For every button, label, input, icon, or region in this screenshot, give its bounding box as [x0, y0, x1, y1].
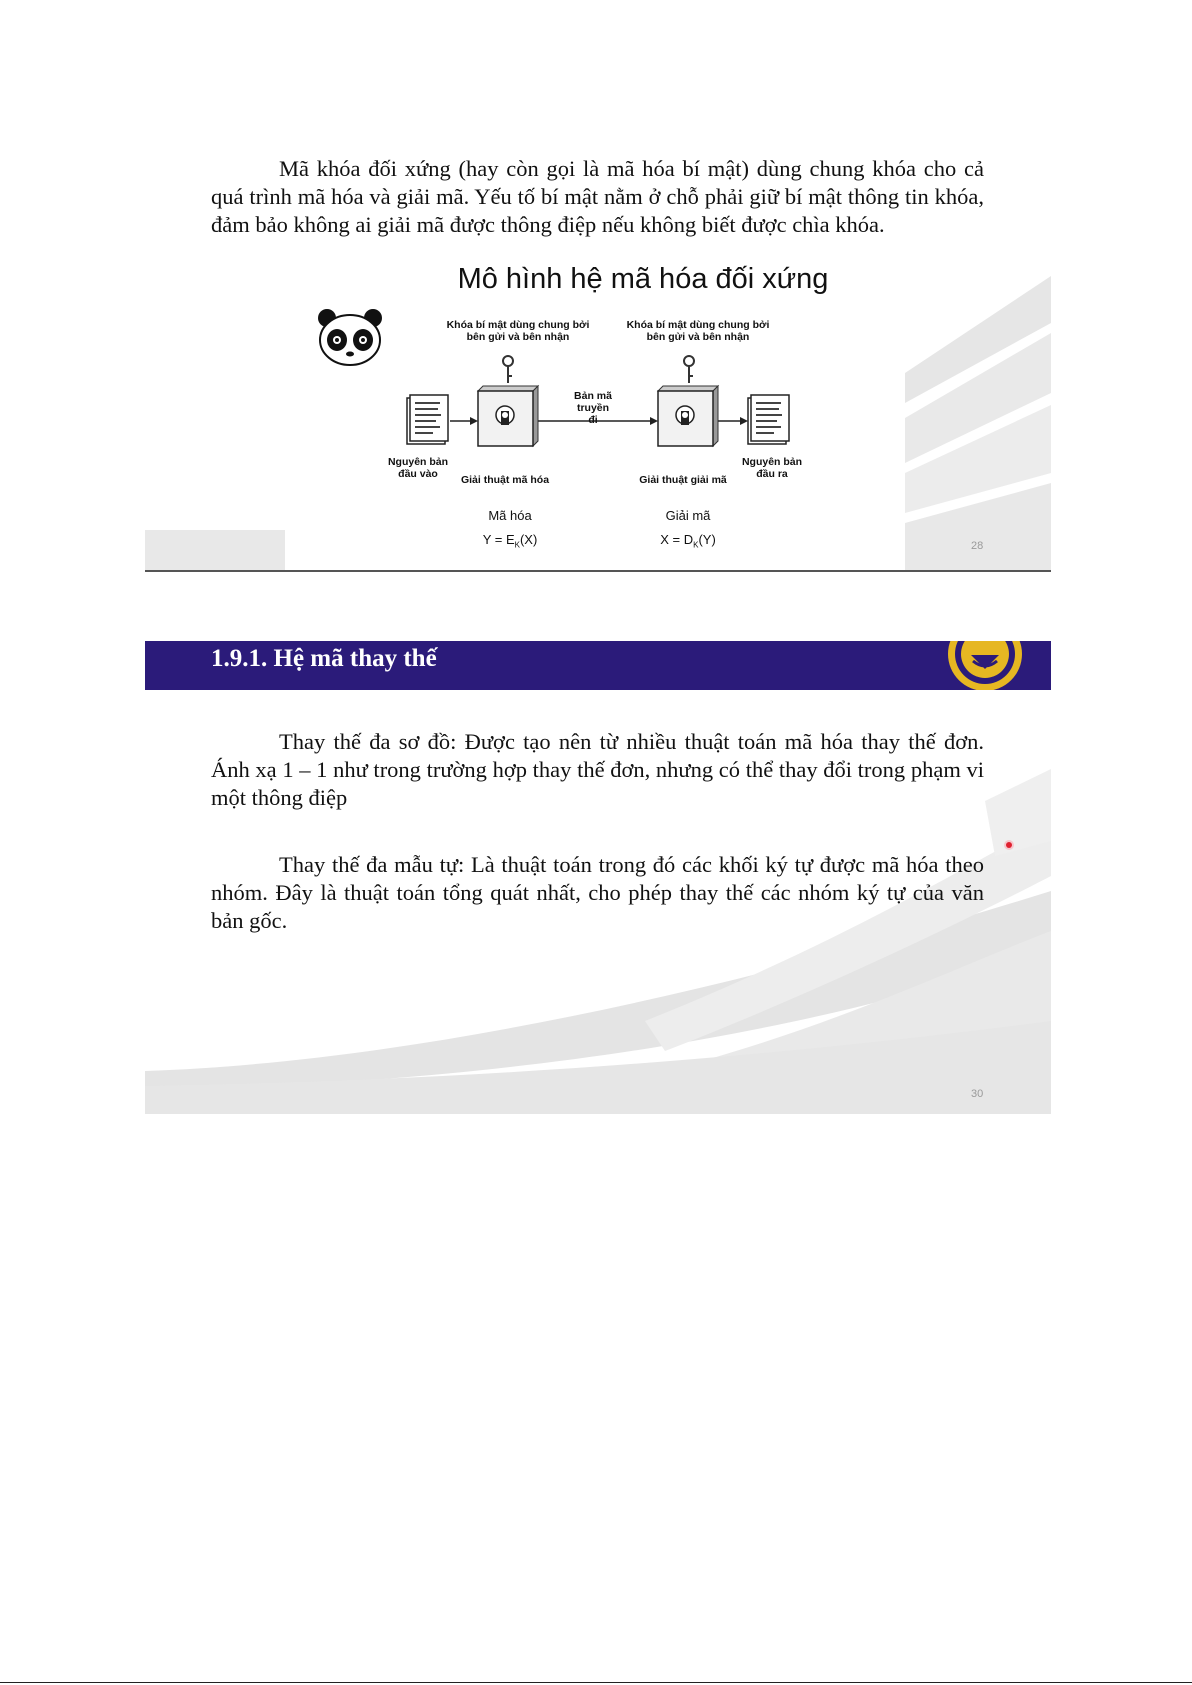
decryption-box-icon	[658, 386, 718, 446]
decryption-caption: Giải mã	[665, 508, 711, 523]
channel-label: Bản mã truyền đi	[574, 390, 612, 426]
pointer-dot-icon	[1002, 838, 1016, 852]
diagram-title: Mô hình hệ mã hóa đối xứng	[457, 263, 829, 295]
encryption-algorithm-label: Giải thuật mã hóa	[460, 474, 550, 486]
shared-key-label-right: Khóa bí mật dùng chung bởi bên gửi và bên nhận	[626, 319, 770, 343]
key-icon-left	[503, 356, 513, 383]
dec-formula-sub: K	[693, 540, 699, 550]
paragraph-polyalphabetic: Thay thế đa sơ đồ: Được tạo nên từ nhiều thuật toán mã hóa thay thế đơn. Ánh xạ 1 – 1 như trong trường hợp thay thế đơn, nhưng có thể thay đổi trong phạm vi một thông điệp	[211, 729, 984, 810]
slide-page-number: 28	[971, 540, 984, 552]
paragraph-polygram: Thay thế đa mẫu tự: Là thuật toán trong đó các khối ký tự được mã hóa theo nhóm. Đây là thuật toán tổng quát nhất, cho phép thay thế các nhóm ký tự của văn bản gốc.	[211, 852, 984, 933]
slide-page-number: 30	[971, 1088, 984, 1100]
input-document-icon	[407, 395, 448, 444]
section-header-bar	[145, 641, 1051, 690]
encryption-formula	[460, 532, 560, 550]
encryption-box-icon	[478, 386, 538, 446]
university-seal-logo-icon	[945, 641, 1025, 690]
output-document-icon	[748, 395, 789, 444]
slide-divider	[145, 570, 1051, 572]
enc-formula-arg: (X)	[519, 532, 538, 547]
enc-formula-sub: K	[514, 540, 520, 550]
section-title: 1.9.1. Hệ mã thay thế	[211, 645, 437, 672]
encryption-caption: Mã hóa	[488, 508, 532, 523]
enc-formula-main: Y = E	[482, 532, 515, 547]
page-bottom-rule	[0, 1682, 1192, 1683]
shared-key-label-left: Khóa bí mật dùng chung bởi bên gửi và bên nhận	[446, 319, 590, 343]
decryption-algorithm-label: Giải thuật giải mã	[639, 474, 727, 486]
paragraph-symmetric-key: Mã khóa đối xứng (hay còn gọi là mã hóa bí mật) dùng chung khóa cho cả quá trình mã hóa và giải mã. Yếu tố bí mật nằm ở chỗ phải giữ bí mật thông tin khóa, đảm bảo không ai giải mã được thông điệp nếu không biết được chìa khóa.	[211, 156, 984, 237]
decryption-formula	[638, 532, 738, 550]
slide-28	[145, 143, 1051, 570]
slide-30	[145, 641, 1051, 1114]
symmetric-encryption-diagram	[145, 143, 1051, 570]
dec-formula-arg: (Y)	[698, 532, 716, 547]
key-icon-right	[684, 356, 694, 383]
input-label: Nguyên bản đầu vào	[387, 456, 449, 480]
output-label: Nguyên bản đầu ra	[741, 456, 803, 480]
dec-formula-main: X = D	[660, 532, 694, 547]
